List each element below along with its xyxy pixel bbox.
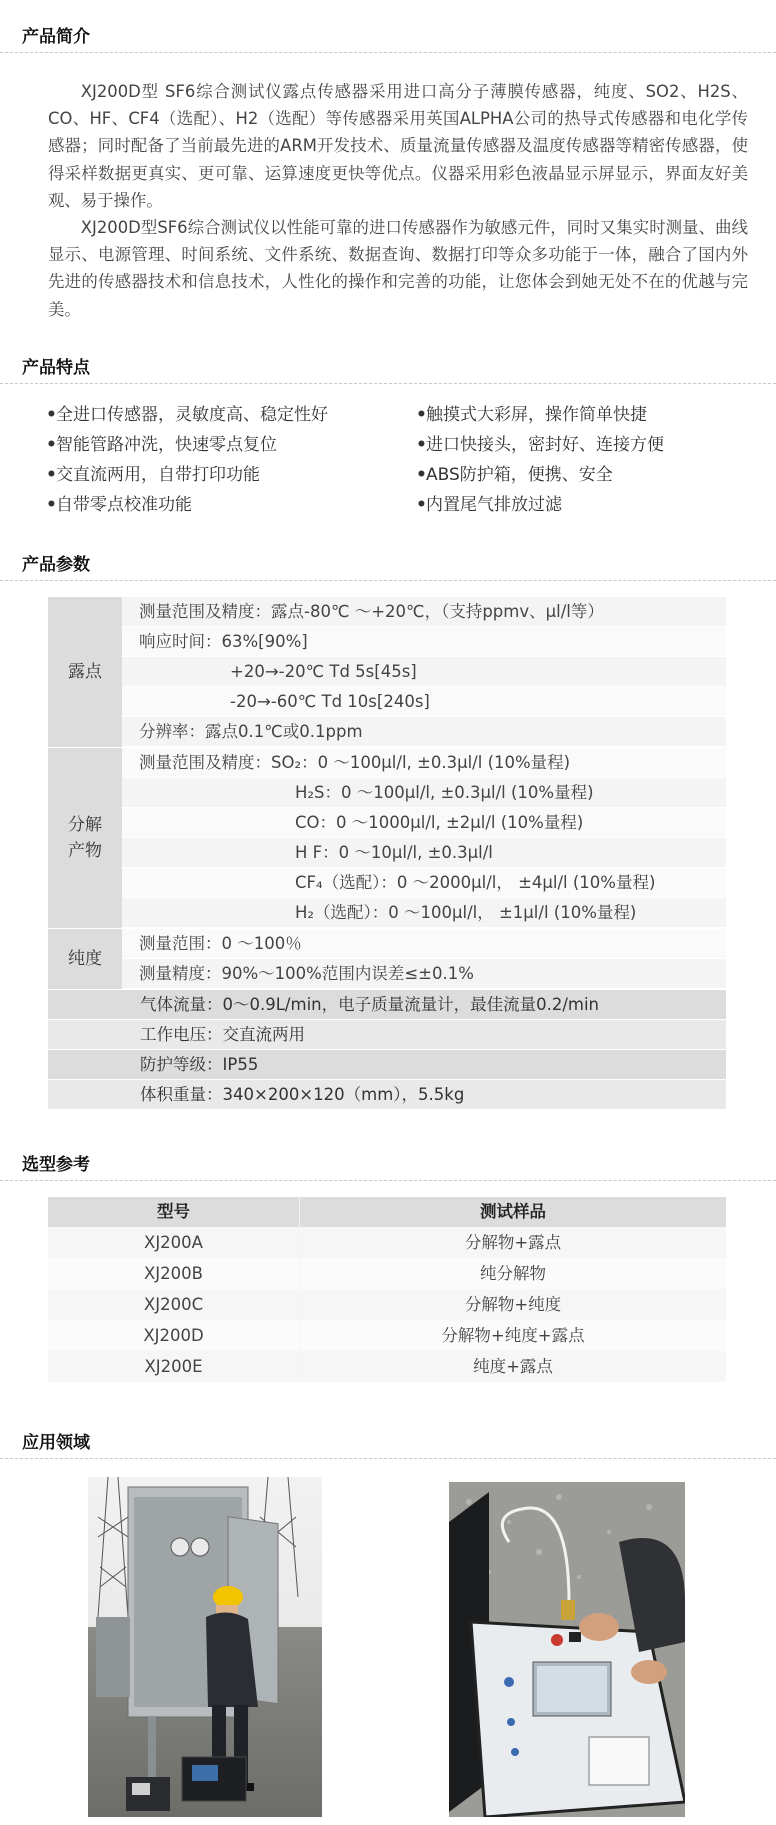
- table-row-size: 体积重量：340×200×120（mm），5.5kg: [48, 1080, 726, 1110]
- models-rows: [48, 1227, 726, 1382]
- feature-list: [46, 400, 746, 520]
- models-table: [48, 1197, 726, 1382]
- group-label: 纯度: [48, 929, 122, 989]
- divider: [0, 52, 776, 53]
- table-row: XJ200D 分解物+纯度+露点: [48, 1320, 726, 1351]
- feature-item: •智能管路冲洗，快速零点复位: [46, 435, 277, 455]
- table-row: XJ200E 纯度+露点: [48, 1351, 726, 1382]
- intro-text: [48, 78, 748, 323]
- params-table: [48, 597, 726, 1110]
- table-row: 测量范围及精度：露点-80℃ ～+20℃，（支持ppmv、μl/l等）: [122, 597, 726, 627]
- section-title-models: 选型参考: [22, 1155, 90, 1175]
- instrument-operation-photo: [449, 1482, 685, 1817]
- table-row-protection: 防护等级：IP55: [48, 1050, 726, 1080]
- section-title-features: 产品特点: [22, 358, 90, 378]
- table-row: XJ200B 纯分解物: [48, 1258, 726, 1289]
- table-row: CO：0 ～1000μl/l, ±2μl/l (10%量程): [122, 808, 726, 838]
- group-label: 分解 产物: [48, 748, 122, 928]
- table-row: XJ200A 分解物+露点: [48, 1227, 726, 1258]
- column-header-sample: 测试样品: [480, 1202, 546, 1221]
- intro-paragraph-1: XJ200D型 SF6综合测试仪露点传感器采用进口高分子薄膜传感器，纯度、SO2、H2S、CO、HF、CF4（选配）、H2（选配）等传感器采用英国ALPHA公司的热导式传感器和电化学传感器；同时配备了当前最先进的ARM开发技术、质量流量传感器及温度传感器等精密传感器，使得采样数据更真实、更可靠、运算速度更快等优点。仪器采用彩色液晶显示屏显示，界面友好美观、易于操作。: [48, 82, 748, 210]
- table-row: H₂S：0 ～100μl/l, ±0.3μl/l (10%量程): [122, 778, 726, 808]
- section-title-applications: 应用领域: [22, 1433, 90, 1453]
- feature-item: •内置尾气排放过滤: [416, 495, 562, 515]
- table-row: +20→-20℃ Td 5s[45s]: [122, 657, 726, 687]
- substation-worker-photo: [88, 1477, 322, 1817]
- divider: [0, 580, 776, 581]
- feature-item: •触摸式大彩屏，操作简单快捷: [416, 405, 647, 425]
- table-row: CF₄（选配）：0 ～2000μl/l， ±4μl/l (10%量程): [122, 868, 726, 898]
- divider: [0, 383, 776, 384]
- feature-item: •ABS防护箱，便携、安全: [416, 465, 613, 485]
- intro-paragraph-2: XJ200D型SF6综合测试仪以性能可靠的进口传感器作为敏感元件，同时又集实时测量、曲线显示、电源管理、时间系统、文件系统、数据查询、数据打印等众多功能于一体，融合了国内外先进的传感器技术和信息技术，人性化的操作和完善的功能，让您体会到她无处不在的优越与完美。: [48, 218, 748, 319]
- table-row: XJ200C 分解物+纯度: [48, 1289, 726, 1320]
- feature-item: •交直流两用，自带打印功能: [46, 465, 260, 485]
- table-row: -20→-60℃ Td 10s[240s]: [122, 687, 726, 717]
- table-header: [48, 1197, 726, 1227]
- feature-item: •自带零点校准功能: [46, 495, 192, 515]
- table-row: H₂（选配）：0 ～100μl/l， ±1μl/l (10%量程): [122, 898, 726, 928]
- params-group-dew: [48, 597, 726, 748]
- section-title-params: 产品参数: [22, 555, 90, 575]
- table-row: 分辨率：露点0.1℃或0.1ppm: [122, 717, 726, 747]
- table-row-voltage: 工作电压：交直流两用: [48, 1020, 726, 1050]
- params-group-purity: [48, 929, 726, 990]
- group-label: 露点: [48, 597, 122, 747]
- table-row: 测量范围：0 ～100％: [122, 929, 726, 959]
- divider: [0, 1458, 776, 1459]
- table-row: 测量精度：90%～100%范围内误差≤±0.1%: [122, 959, 726, 989]
- table-row: 测量范围及精度：SO₂：0 ～100μl/l, ±0.3μl/l (10%量程): [122, 748, 726, 778]
- feature-item: •进口快接头，密封好、连接方便: [416, 435, 664, 455]
- table-row: H F：0 ～10μl/l, ±0.3μl/l: [122, 838, 726, 868]
- params-group-decomposition: [48, 748, 726, 929]
- divider: [0, 1180, 776, 1181]
- section-title-intro: 产品简介: [22, 27, 90, 47]
- table-row-flow: 气体流量：0～0.9L/min，电子质量流量计，最佳流量0.2/min: [48, 990, 726, 1020]
- column-header-model: 型号: [48, 1197, 300, 1227]
- feature-item: •全进口传感器，灵敏度高、稳定性好: [46, 405, 328, 425]
- table-row: 响应时间：63%[90%]: [122, 627, 726, 657]
